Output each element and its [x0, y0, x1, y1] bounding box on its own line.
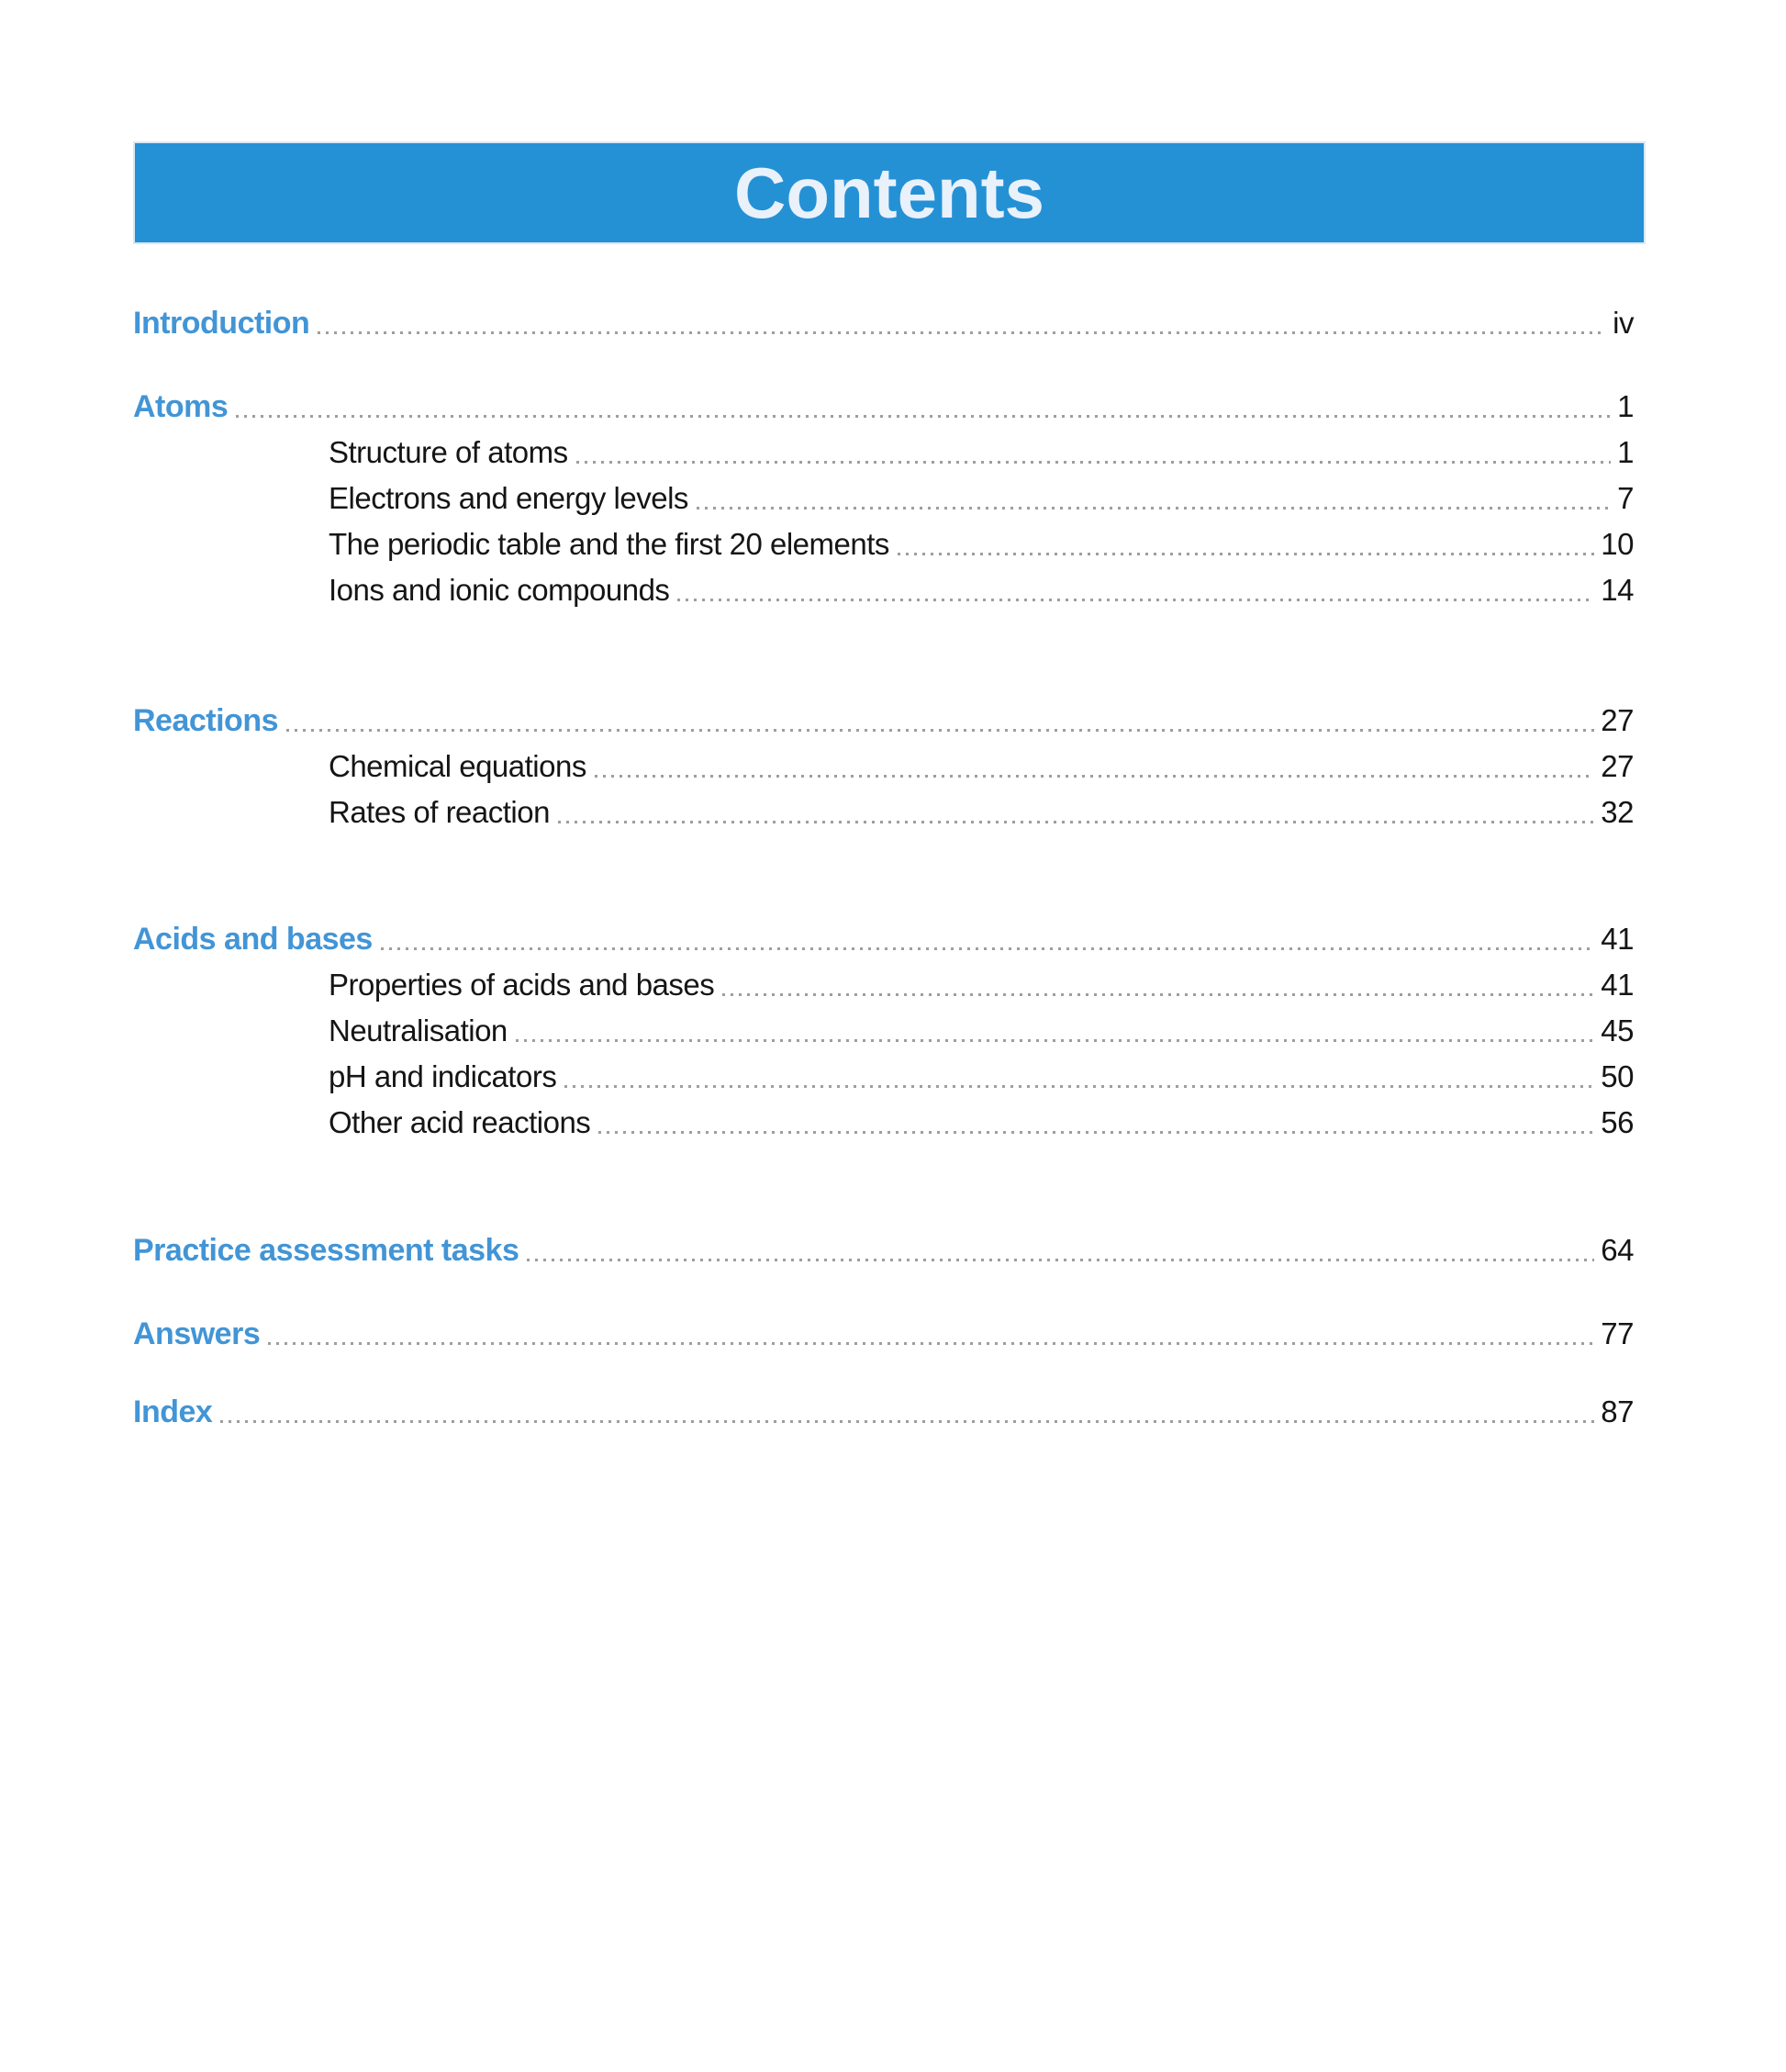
dotted-leader: [381, 947, 1594, 950]
toc-entry-title: Rates of reaction: [329, 795, 550, 829]
toc-entry-title: Index: [133, 1394, 213, 1429]
toc-entry-title: pH and indicators: [329, 1059, 557, 1093]
dotted-leader: [220, 1420, 1594, 1423]
toc-entry-page: iv: [1613, 306, 1634, 340]
toc-row-chemical-equations: [133, 744, 1634, 790]
toc-entry-page: 7: [1617, 481, 1634, 515]
toc-row-introduction: [133, 300, 1634, 346]
toc-entry-page: 77: [1601, 1316, 1634, 1350]
toc-list: [133, 244, 1634, 1435]
toc-row-ions-ionic-compounds: [133, 567, 1634, 613]
dotted-leader: [558, 821, 1594, 823]
toc-entry-title: Atoms: [133, 388, 229, 424]
dotted-leader: [527, 1259, 1594, 1261]
toc-entry-title: Other acid reactions: [329, 1105, 591, 1139]
toc-row-properties-acids-bases: [133, 962, 1634, 1008]
toc-row-atoms: [133, 384, 1634, 430]
dotted-leader: [286, 729, 1594, 732]
toc-row-structure-of-atoms: [133, 430, 1634, 476]
toc-row-periodic-table: [133, 521, 1634, 567]
toc-entry-page: 56: [1601, 1105, 1634, 1139]
toc-entry-page: 32: [1601, 795, 1634, 829]
page-title: Contents: [734, 151, 1044, 233]
toc-row-electrons-energy-levels: [133, 476, 1634, 521]
contents-banner: [133, 141, 1646, 244]
toc-row-neutralisation: [133, 1008, 1634, 1054]
toc-entry-page: 1: [1617, 389, 1634, 423]
toc-entry-page: 27: [1601, 749, 1634, 783]
toc-entry-page: 87: [1601, 1394, 1634, 1428]
dotted-leader: [268, 1342, 1594, 1345]
toc-row-ph-and-indicators: [133, 1054, 1634, 1100]
dotted-leader: [595, 775, 1594, 778]
toc-entry-page: 45: [1601, 1014, 1634, 1047]
toc-entry-title: Acids and bases: [133, 921, 373, 957]
toc-entry-page: 50: [1601, 1059, 1634, 1093]
dotted-leader: [722, 993, 1594, 996]
dotted-leader: [516, 1039, 1595, 1042]
toc-entry-title: Ions and ionic compounds: [329, 573, 670, 607]
dotted-leader: [564, 1085, 1594, 1088]
toc-entry-page: 1: [1617, 435, 1634, 469]
dotted-leader: [576, 461, 1612, 464]
toc-row-practice-assessment-tasks: [133, 1227, 1634, 1273]
toc-entry-title: Practice assessment tasks: [133, 1232, 519, 1268]
toc-entry-title: Electrons and energy levels: [329, 481, 688, 515]
toc-row-answers: [133, 1311, 1634, 1357]
toc-entry-page: 14: [1601, 573, 1634, 607]
toc-entry-page: 41: [1601, 922, 1634, 956]
toc-row-rates-of-reaction: [133, 790, 1634, 835]
toc-entry-title: Reactions: [133, 702, 278, 738]
toc-entry-title: Introduction: [133, 305, 310, 341]
toc-entry-title: Neutralisation: [329, 1014, 508, 1047]
toc-entry-title: Chemical equations: [329, 749, 586, 783]
dotted-leader: [598, 1131, 1594, 1134]
toc-row-other-acid-reactions: [133, 1100, 1634, 1146]
dotted-leader: [318, 331, 1606, 334]
toc-row-acids-and-bases: [133, 916, 1634, 962]
toc-entry-title: Properties of acids and bases: [329, 968, 715, 1002]
toc-row-index: [133, 1389, 1634, 1435]
toc-entry-title: Answers: [133, 1316, 261, 1351]
toc-entry-page: 10: [1601, 527, 1634, 561]
dotted-leader: [236, 415, 1611, 418]
toc-entry-page: 41: [1601, 968, 1634, 1002]
dotted-leader: [677, 599, 1594, 601]
toc-entry-page: 27: [1601, 703, 1634, 737]
dotted-leader: [898, 553, 1594, 555]
toc-row-reactions: [133, 698, 1634, 744]
toc-entry-title: Structure of atoms: [329, 435, 568, 469]
toc-entry-title: The periodic table and the first 20 elements: [329, 527, 889, 561]
dotted-leader: [697, 507, 1611, 510]
toc-entry-page: 64: [1601, 1233, 1634, 1267]
